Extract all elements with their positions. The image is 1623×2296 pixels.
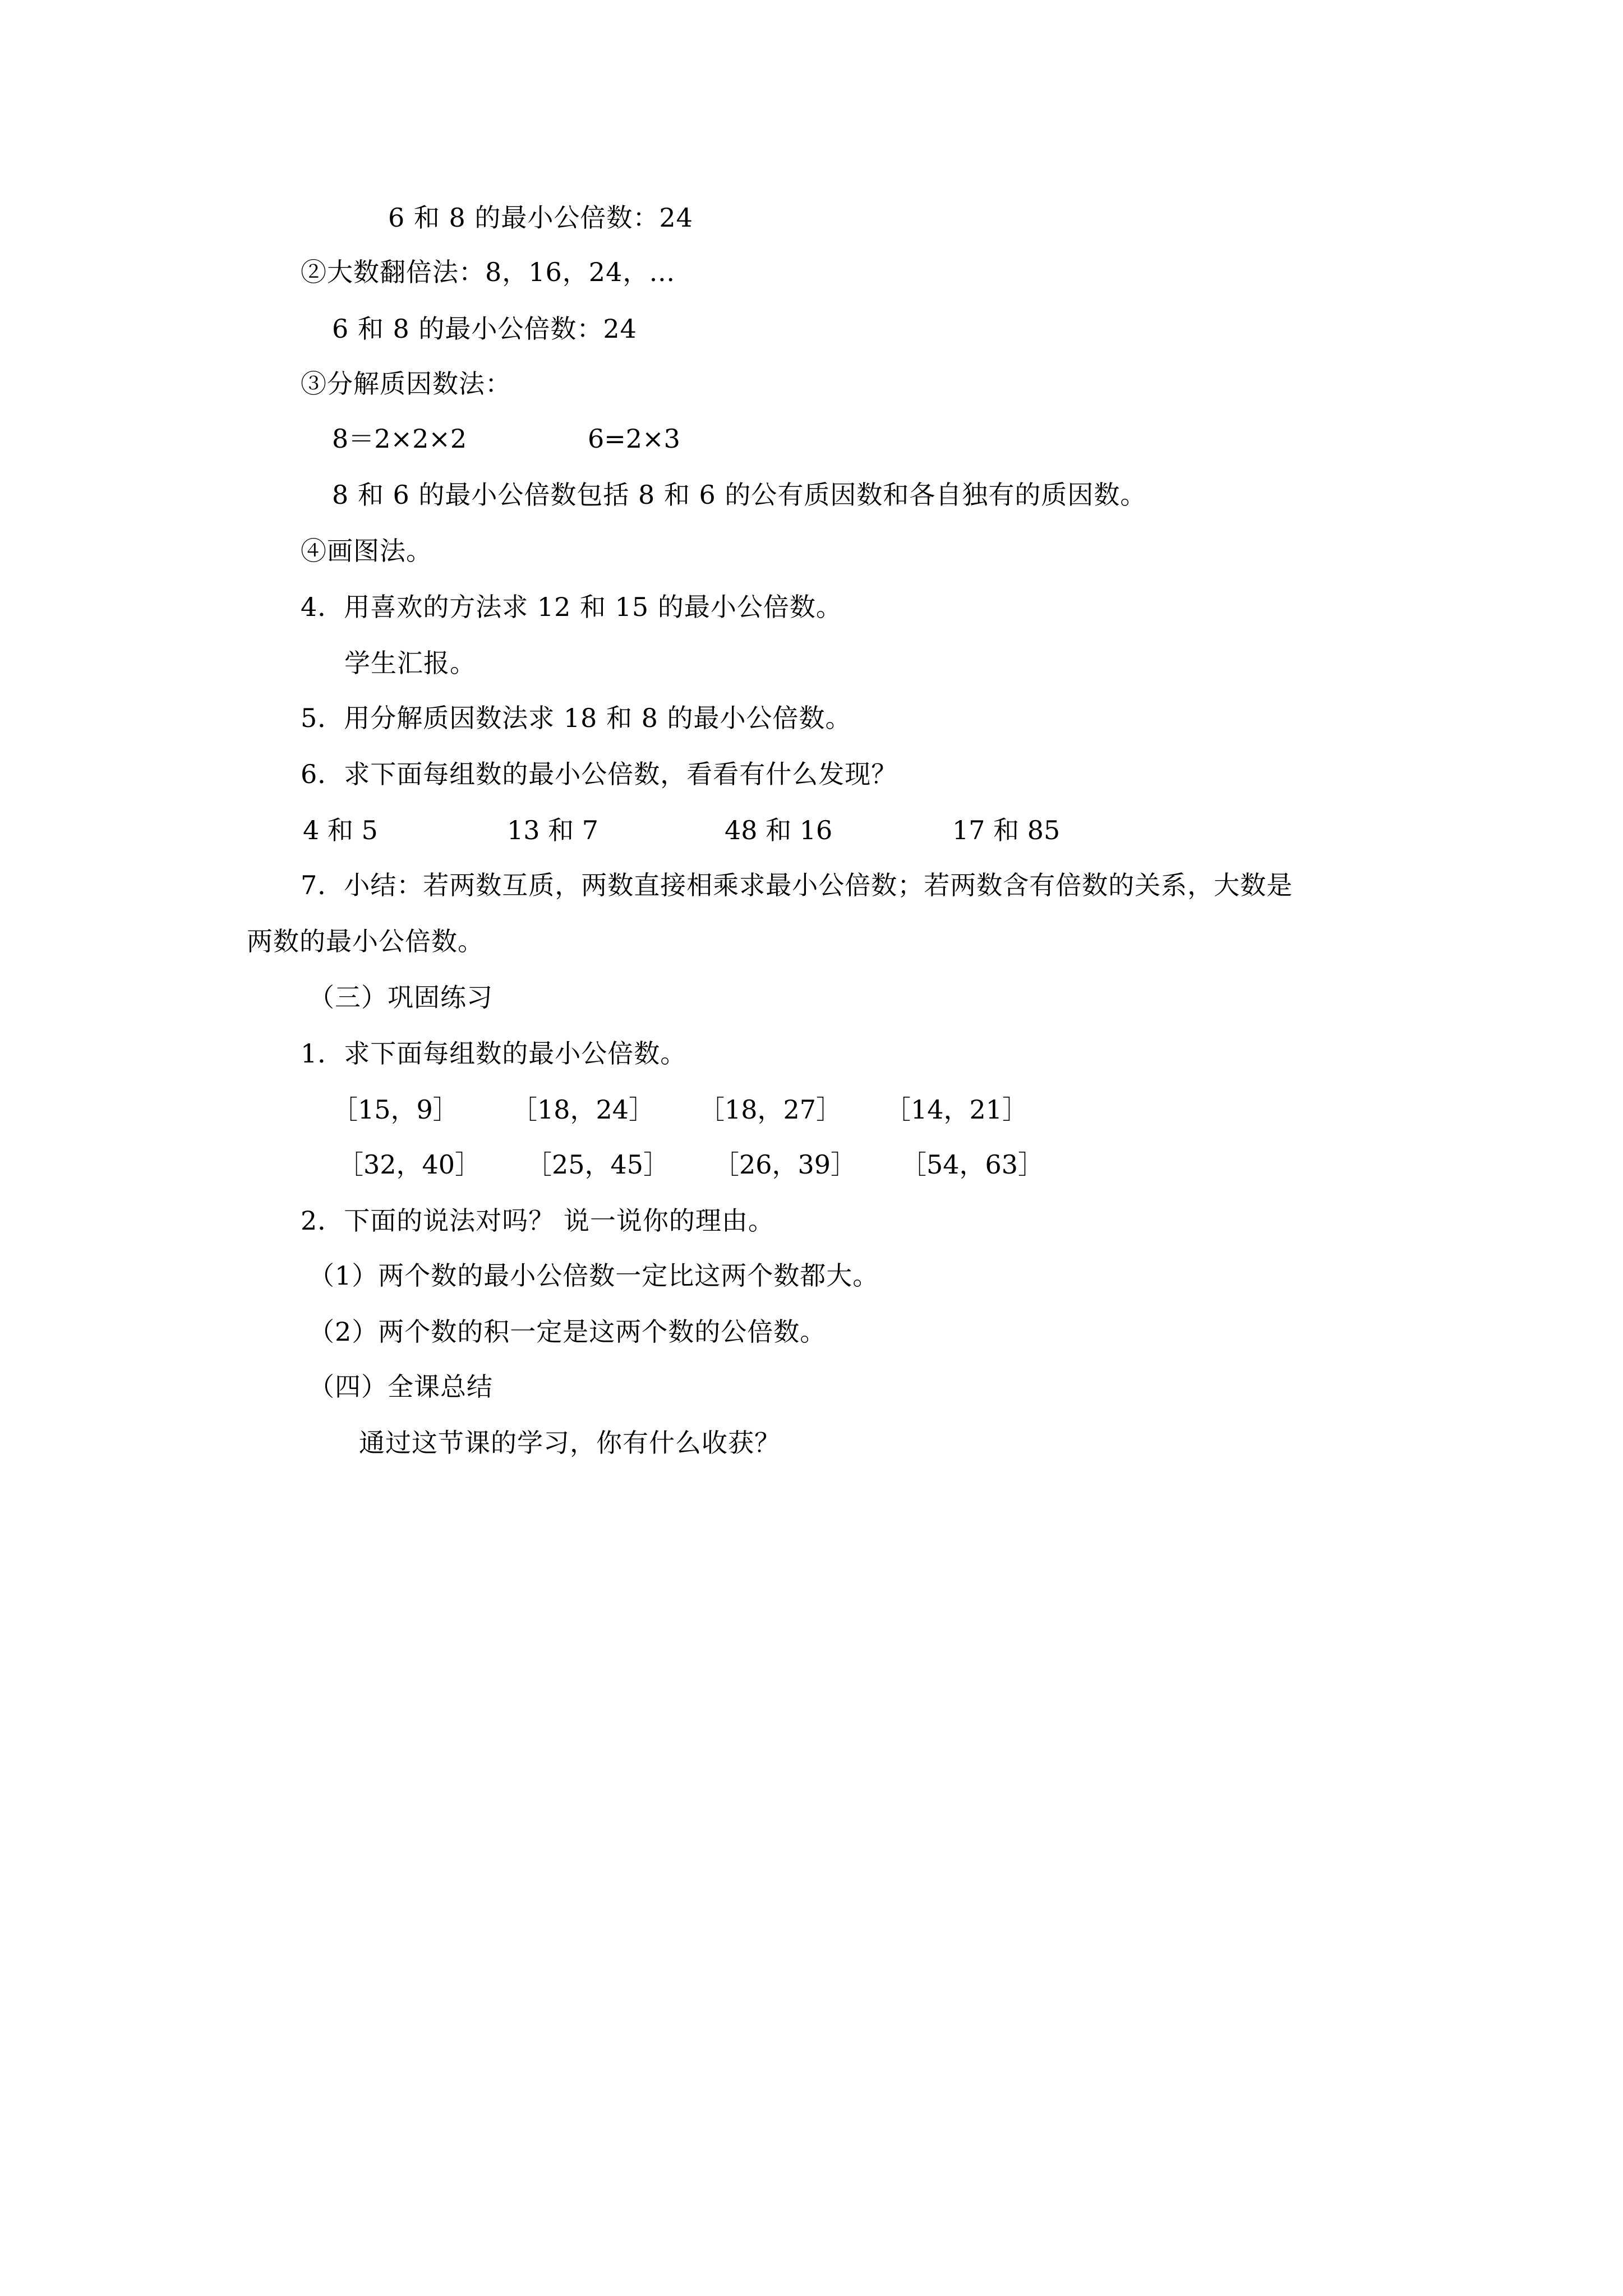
exercise-pair: ［25，45］ bbox=[526, 1149, 670, 1180]
lcm-6-8-result-2: 6 和 8 的最小公倍数：24 bbox=[332, 314, 637, 344]
exercise-pair: ［26，39］ bbox=[713, 1149, 857, 1180]
lcm-factor-explanation: 8 和 6 的最小公倍数包括 8 和 6 的公有质因数和各自独有的质因数。 bbox=[332, 480, 1147, 510]
task-6: 6．求下面每组数的最小公倍数，看看有什么发现？ bbox=[301, 759, 898, 789]
reflection-question: 通过这节课的学习，你有什么收获？ bbox=[359, 1428, 781, 1458]
pair-48-16: 48 和 16 bbox=[725, 815, 833, 845]
task-5: 5．用分解质因数法求 18 和 8 的最小公倍数。 bbox=[301, 703, 852, 733]
method-double-large-number: ②大数翻倍法：8，16，24，… bbox=[301, 257, 676, 287]
student-report: 学生汇报。 bbox=[344, 648, 476, 678]
pair-17-85: 17 和 85 bbox=[952, 815, 1061, 845]
statement-1: （1）两个数的最小公倍数一定比这两个数都大。 bbox=[308, 1260, 879, 1291]
exercise-1: 1．求下面每组数的最小公倍数。 bbox=[301, 1038, 687, 1069]
exercise-pair: ［18，24］ bbox=[511, 1094, 655, 1125]
exercise-pair: ［32，40］ bbox=[338, 1149, 481, 1180]
section-consolidation: （三）巩固练习 bbox=[308, 982, 493, 1013]
method-prime-factorization: ③分解质因数法： bbox=[301, 369, 511, 399]
factorization-8: 8＝2×2×2 bbox=[332, 424, 467, 454]
factorization-6: 6=2×3 bbox=[588, 424, 680, 454]
pair-13-7: 13 和 7 bbox=[507, 815, 599, 845]
statement-2: （2）两个数的积一定是这两个数的公倍数。 bbox=[308, 1317, 827, 1347]
exercise-2: 2．下面的说法对吗？ 说一说你的理由。 bbox=[301, 1205, 774, 1236]
lcm-6-8-result-1: 6 和 8 的最小公倍数：24 bbox=[388, 203, 693, 233]
exercise-pair: ［14，21］ bbox=[885, 1094, 1029, 1125]
summary-line-2: 两数的最小公倍数。 bbox=[247, 926, 484, 956]
pair-4-5: 4 和 5 bbox=[303, 815, 378, 845]
method-drawing: ④画图法。 bbox=[301, 536, 432, 566]
section-lesson-summary: （四）全课总结 bbox=[308, 1372, 493, 1402]
task-4: 4．用喜欢的方法求 12 和 15 的最小公倍数。 bbox=[301, 592, 842, 622]
exercise-pair: ［15，9］ bbox=[332, 1094, 459, 1125]
summary-line-1: 7．小结：若两数互质，两数直接相乘求最小公倍数；若两数含有倍数的关系，大数是 bbox=[301, 870, 1293, 900]
exercise-pair: ［54，63］ bbox=[901, 1149, 1044, 1180]
exercise-pair: ［18，27］ bbox=[699, 1094, 842, 1125]
